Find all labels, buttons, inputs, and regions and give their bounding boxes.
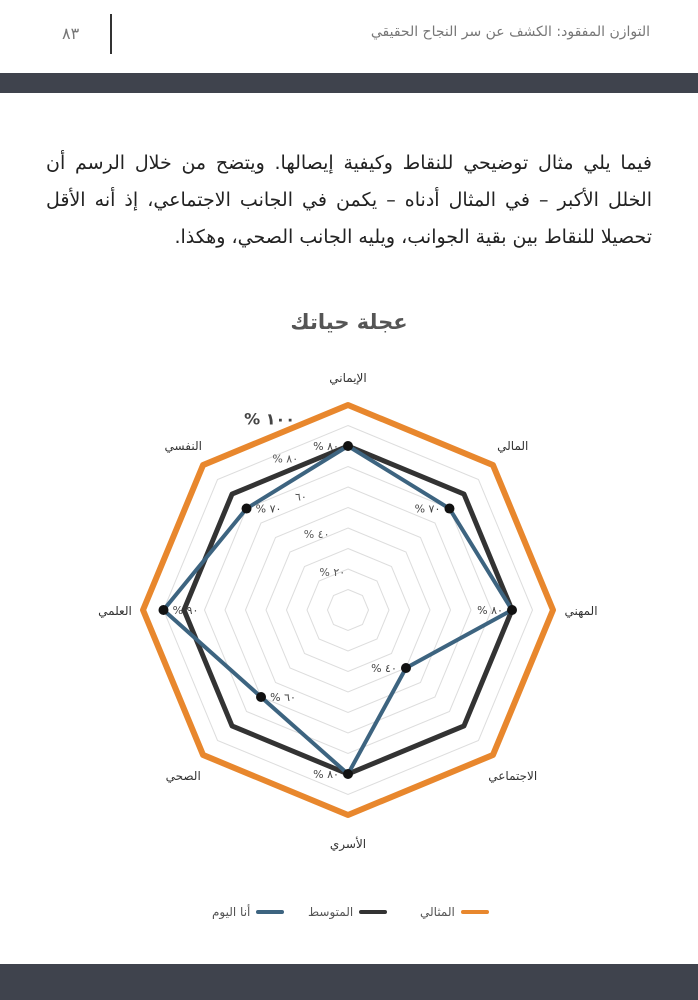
- chart-legend: [0, 905, 698, 935]
- data-point: [343, 769, 353, 779]
- legend-swatch-average: [359, 910, 387, 914]
- book-title: التوازن المفقود: الكشف عن سر النجاح الحقيقي: [370, 24, 650, 40]
- category-label: الصحي: [165, 768, 201, 783]
- category-label: الاجتماعي: [488, 768, 538, 783]
- data-label: ٨٠ %: [313, 768, 339, 781]
- top-band: [0, 73, 698, 93]
- data-point: [444, 504, 454, 514]
- category-label: المالي: [497, 439, 529, 454]
- ring-label: ٤٠ %: [303, 528, 330, 542]
- data-label: ٩٠ %: [172, 604, 199, 617]
- data-label: ٨٠ %: [313, 440, 339, 453]
- bottom-band: [0, 964, 698, 1000]
- header-divider: [110, 14, 112, 54]
- grid-ring: [287, 549, 410, 672]
- category-label: النفسي: [164, 439, 202, 454]
- series-line-1: [184, 446, 512, 774]
- ring-label: ٨٠ %: [272, 452, 299, 466]
- data-point: [159, 605, 169, 615]
- data-label: ٦٠ %: [270, 690, 296, 704]
- ring-label: ٦٠: [295, 490, 307, 504]
- grid-ring: [307, 569, 389, 651]
- data-label: ٨٠ %: [477, 604, 503, 617]
- data-point: [256, 692, 266, 702]
- page-number: ٨٣: [62, 24, 80, 43]
- data-label: ٤٠ %: [371, 661, 397, 675]
- data-point: [401, 663, 411, 673]
- legend-item-me-today: [212, 905, 284, 919]
- legend-item-ideal: [420, 905, 489, 919]
- ring-label: ٢٠ %: [319, 566, 346, 580]
- data-label: ٧٠ %: [414, 502, 441, 516]
- chart-title: عجلة حياتك: [290, 310, 408, 334]
- body-paragraph: فيما يلي مثال توضيحي للنقاط وكيفية إيصالها. ويتضح من خلال الرسم أن الخلل الأكبر – في المثال أدناه – يكمن في الجانب الاجتماعي، إذ أنه الأقل تحصيلا للنقاط بين بقية الجوانب، ويليه الجانب الصحي، وهكذا.: [46, 152, 652, 248]
- series-line-2: [164, 446, 513, 774]
- grid-ring: [328, 590, 369, 631]
- legend-item-average: [308, 905, 387, 919]
- legend-label-average: المتوسط: [308, 905, 354, 919]
- data-point: [343, 441, 353, 451]
- ring-label: ١٠٠ %: [244, 409, 296, 429]
- data-point: [507, 605, 517, 615]
- data-point: [242, 504, 252, 514]
- category-label: الإيماني: [329, 371, 367, 385]
- category-label: العلمي: [98, 604, 132, 618]
- legend-swatch-ideal: [461, 910, 489, 914]
- legend-swatch-me-today: [256, 910, 284, 914]
- grid-ring: [246, 508, 451, 713]
- legend-label-me-today: أنا اليوم: [212, 905, 251, 919]
- legend-label-ideal: المثالي: [420, 905, 455, 919]
- category-label: الأسري: [329, 837, 367, 851]
- radar-chart: [0, 371, 698, 880]
- category-label: المهني: [564, 604, 598, 618]
- data-label: ٧٠ %: [255, 502, 282, 516]
